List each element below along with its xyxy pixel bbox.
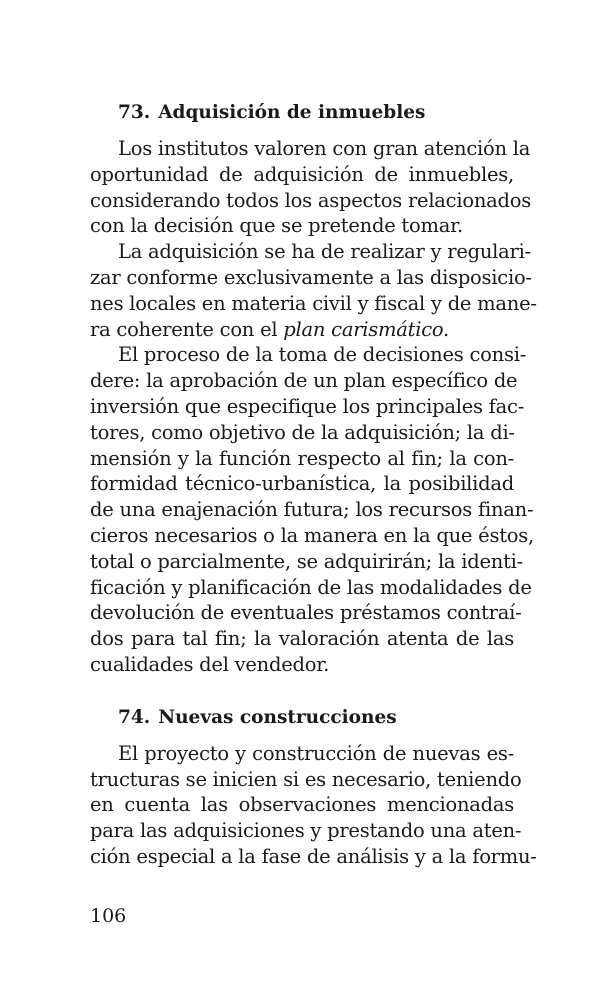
- paragraph-1: [90, 136, 531, 239]
- text-line: inversión que especifique los principales fac-: [90, 394, 525, 418]
- text-line: La adquisición se ha de realizar y regulari-: [118, 240, 531, 264]
- paragraph-4: [90, 741, 537, 870]
- section-title: Adquisición de inmuebles: [158, 102, 426, 123]
- text-line: dere: la aprobación de un plan específico de: [90, 369, 518, 393]
- text-line: devolución de eventuales préstamos contraí-: [90, 601, 522, 625]
- text-line: formidad técnico-urbanística, la posibilidad: [90, 472, 514, 496]
- text-line: dos para tal fin; la valoración atenta de las: [90, 627, 514, 651]
- text-line: El proceso de la toma de decisiones consi-: [118, 343, 527, 367]
- text-line: cualidades del vendedor.: [90, 652, 330, 676]
- section-number: 73.: [118, 102, 151, 123]
- text-line: para las adquisiciones y prestando una aten-: [90, 819, 522, 843]
- section-title: Nuevas construcciones: [158, 706, 397, 728]
- text-line: Los institutos valoren con gran atención la: [118, 137, 531, 160]
- text-line: tores, como objetivo de la adquisición; la di-: [90, 420, 515, 444]
- page-number: 106: [90, 905, 127, 927]
- text-line: en cuenta las observaciones mencionadas: [90, 793, 514, 817]
- paragraph-2: [90, 239, 537, 342]
- text-line: mensión y la función respecto al fin; la con-: [90, 446, 514, 470]
- text-line: El proyecto y construcción de nuevas es-: [118, 741, 514, 765]
- section-heading-73: [90, 100, 514, 126]
- text-line: con la decisión que se pretende tomar.: [90, 214, 463, 238]
- text-line: cieros necesarios o la manera en la que éstos,: [90, 523, 534, 547]
- text-line: considerando todos los aspectos relacionados: [90, 188, 531, 212]
- text-line: [90, 317, 514, 343]
- section-number: 74.: [118, 706, 151, 728]
- paragraph-3: [90, 342, 534, 677]
- section-gap: [90, 678, 514, 705]
- text-line: ción especial a la fase de análisis y a la formu-: [90, 844, 537, 868]
- text-fragment: ra coherente con el: [90, 317, 284, 341]
- section-heading-74: [90, 705, 514, 731]
- italic-term: plan carismático.: [283, 317, 449, 341]
- text-line: total o parcialmente, se adquirirán; la identi-: [90, 549, 523, 573]
- text-line: oportunidad de adquisición de inmuebles,: [90, 162, 514, 186]
- page-body: [90, 100, 537, 870]
- text-line: nes locales en materia civil y fiscal y de mane-: [90, 291, 537, 315]
- text-line: zar conforme exclusivamente a las disposicio-: [90, 265, 532, 289]
- text-line: tructuras se inicien si es necesario, teniendo: [90, 767, 522, 791]
- text-line: de una enajenación futura; los recursos finan-: [90, 498, 534, 522]
- text-line: ficación y planificación de las modalidades de: [90, 575, 532, 599]
